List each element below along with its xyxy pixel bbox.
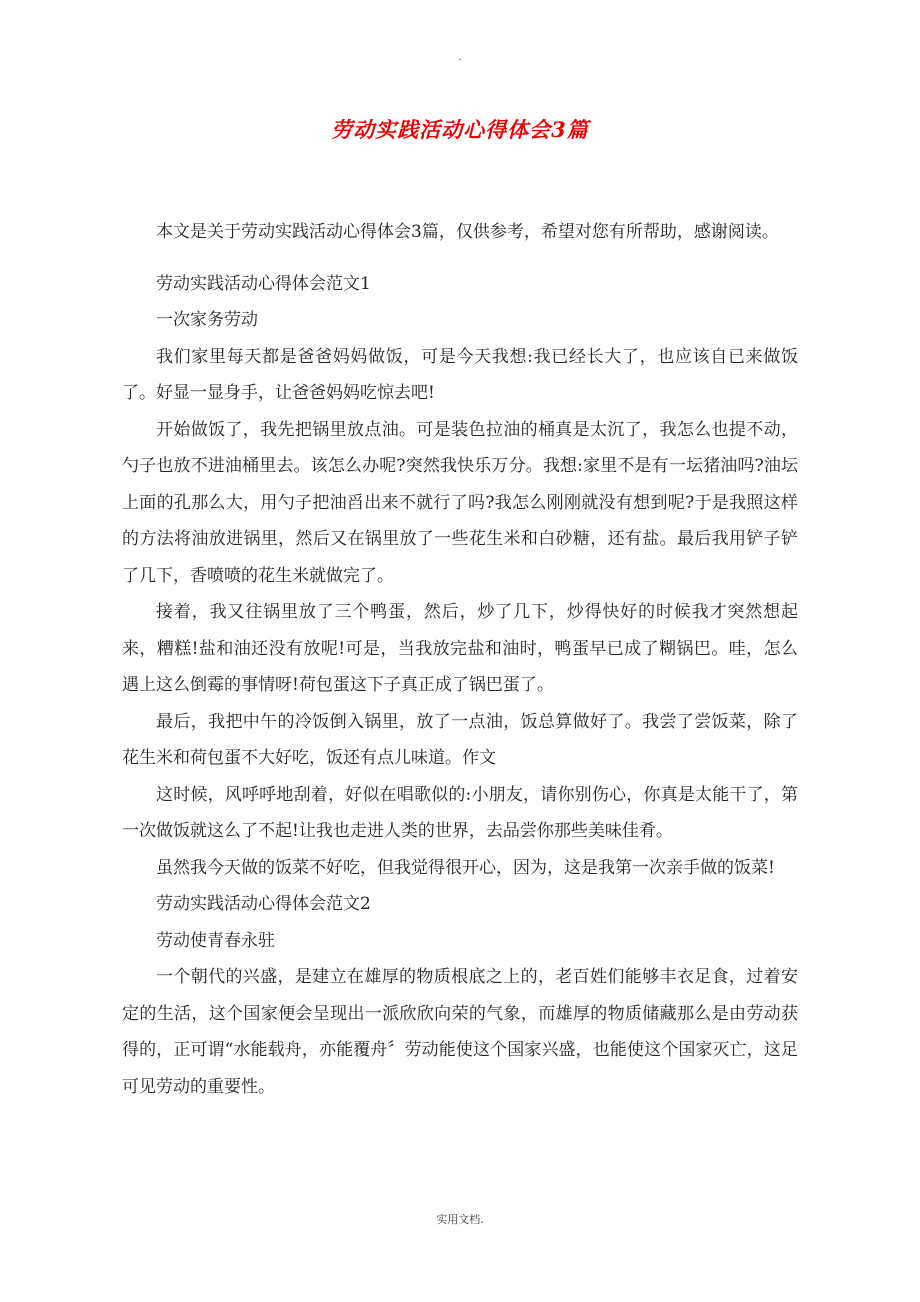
- body-paragraph: 接着，我又往锅里放了三个鸭蛋，然后，炒了几下，炒得快好的时候我才突然想起来，糟糕!盐和油还没有放呢!可是，当我放完盐和油时，鸭蛋早已成了糊锅巴。哇，怎么遇上这么倒霉的事情呀!荷包蛋这下子真正成了锅巴蛋了。: [122, 602, 798, 695]
- body-paragraph: 最后，我把中午的冷饭倒入锅里，放了一点油，饭总算做好了。我尝了尝饭菜，除了花生米和荷包蛋不大好吃，饭还有点儿味道。作文: [122, 711, 798, 768]
- body-paragraph: 虽然我今天做的饭菜不好吃，但我觉得很开心，因为，这是我第一次亲手做的饭菜!: [156, 857, 775, 878]
- body-paragraph: 这时候，风呼呼地刮着，好似在唱歌似的:小朋友，请你别伤心，你真是太能干了，第一次做饭就这么了不起!让我也走进人类的世界，去品尝你那些美味佳肴。: [122, 784, 798, 841]
- essay-title-1: 一次家务劳动: [156, 310, 258, 330]
- body-paragraph: 开始做饭了，我先把锅里放点油。可是装色拉油的桶真是太沉了，我怎么也提不动，勺子也放不进油桶里去。该怎么办呢?突然我快乐万分。我想:家里不是有一坛猪油吗?油坛上面的孔那么大，用勺子把油舀出来不就行了吗?我怎么刚刚就没有想到呢?于是我照这样的方法将油放进锅里，然后又在锅里放了一些花生米和白砂糖，还有盐。最后我用铲子铲了几下，香喷喷的花生米就做完了。: [122, 419, 798, 586]
- header-mark: .: [458, 52, 462, 63]
- body-paragraph: 我们家里每天都是爸爸妈妈做饭，可是今天我想:我已经长大了，也应该自已来做饭了。好显一显身手，让爸爸妈妈吃惊去吧!: [122, 346, 798, 403]
- document-body: [122, 214, 798, 1105]
- document-title: 劳动实践活动心得体会3篇: [331, 117, 589, 142]
- footer-text: 实用文档.: [436, 1213, 484, 1226]
- essay-title-2: 劳动使青春永驻: [156, 930, 275, 951]
- section-heading-1: 劳动实践活动心得体会范文1: [156, 273, 371, 294]
- section-heading-2: 劳动实践活动心得体会范文2: [156, 894, 371, 914]
- intro-paragraph: 本文是关于劳动实践活动心得体会3篇，仅供参考，希望对您有所帮助，感谢阅读。: [156, 222, 779, 242]
- body-paragraph: 一个朝代的兴盛，是建立在雄厚的物质根底之上的，老百姓们能够丰衣足食，过着安定的生活，这个国家便会呈现出一派欣欣向荣的气象，而雄厚的物质储藏那么是由劳动获得的，正可谓“水能载舟，亦能覆舟〞劳动能使这个国家兴盛，也能使这个国家灭亡，这足可见劳动的重要性。: [122, 967, 798, 1097]
